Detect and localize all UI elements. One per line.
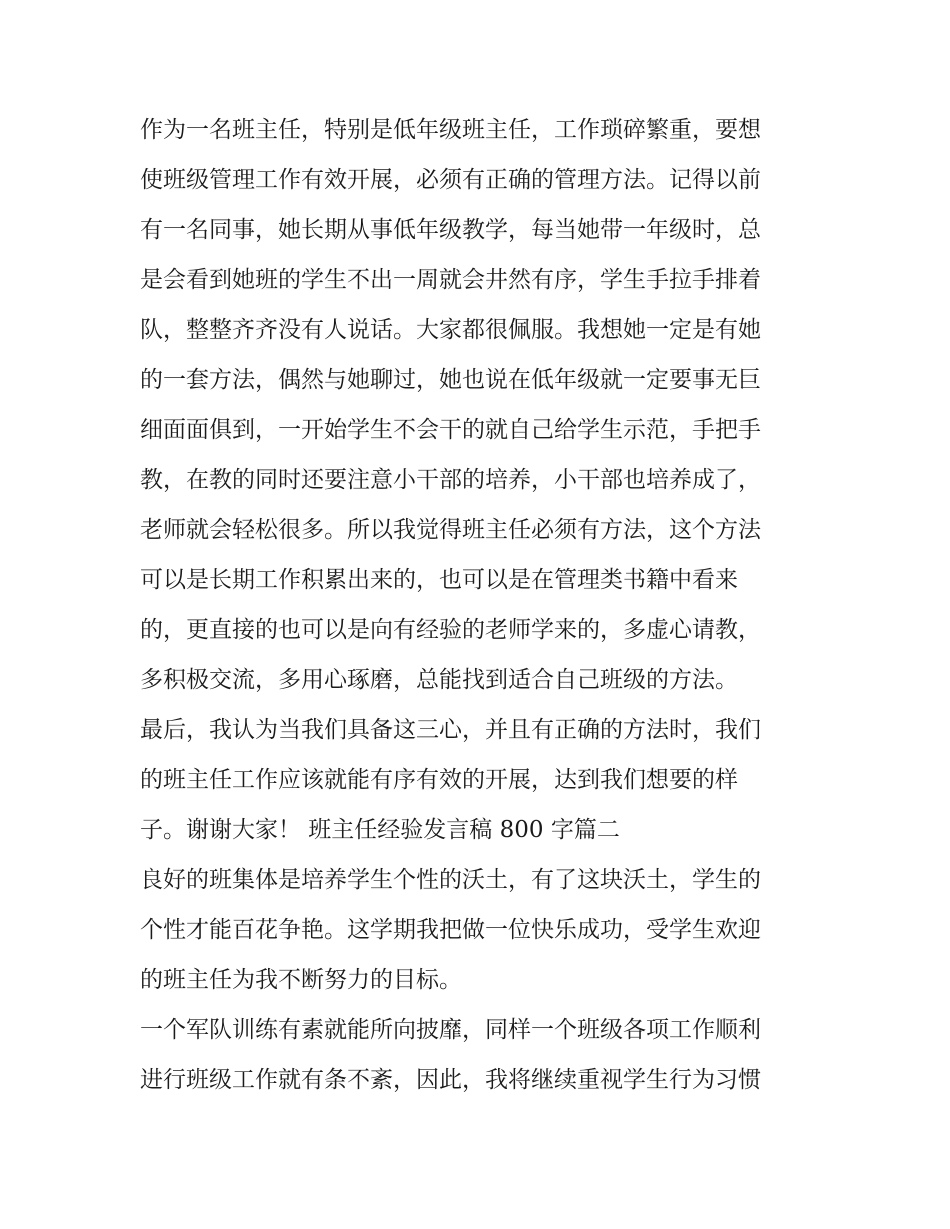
text-line-20: 进行班级工作就有条不紊，因此，我将继续重视学生行为习惯: [140, 1067, 761, 1093]
text-line-14: 的班主任工作应该就能有序有效的开展，达到我们想要的样: [140, 767, 738, 793]
text-line-2: 使班级管理工作有效开展，必须有正确的管理方法。记得以前: [140, 167, 761, 193]
text-line-16: 良好的班集体是培养学生个性的沃土，有了这块沃土，学生的: [140, 867, 761, 893]
text-line-18: 的班主任为我不断努力的目标。: [140, 967, 462, 993]
text-line-4: 是会看到她班的学生不出一周就会井然有序，学生手拉手排着: [140, 267, 761, 293]
text-line-10: 可以是长期工作积累出来的，也可以是在管理类书籍中看来: [140, 567, 738, 593]
text-line-8: 教，在教的同时还要注意小干部的培养，小干部也培养成了，: [140, 467, 761, 493]
text-line-19: 一个军队训练有素就能所向披靡，同样一个班级各项工作顺利: [140, 1017, 761, 1043]
text-line-7: 细面面俱到，一开始学生不会干的就自己给学生示范，手把手: [140, 417, 761, 443]
text-line-3: 有一名同事，她长期从事低年级教学，每当她带一年级时，总: [140, 217, 761, 243]
text-line-9: 老师就会轻松很多。所以我觉得班主任必须有方法，这个方法: [140, 517, 761, 543]
text-line-17: 个性才能百花争艳。这学期我把做一位快乐成功，受学生欢迎: [140, 917, 761, 943]
text-line-13: 最后，我认为当我们具备这三心，并且有正确的方法时，我们: [140, 717, 761, 743]
text-line-15: 子。谢谢大家！ 班主任经验发言稿 800 字篇二: [140, 817, 620, 843]
text-line-12: 多积极交流，多用心琢磨，总能找到适合自己班级的方法。: [140, 667, 738, 693]
text-line-6: 的一套方法，偶然与她聊过，她也说在低年级就一定要事无巨: [140, 367, 761, 393]
text-line-1: 作为一名班主任，特别是低年级班主任，工作琐碎繁重，要想: [140, 117, 761, 143]
text-line-11: 的，更直接的也可以是向有经验的老师学来的，多虚心请教，: [140, 617, 761, 643]
text-line-5: 队，整整齐齐没有人说话。大家都很佩服。我想她一定是有她: [140, 317, 761, 343]
